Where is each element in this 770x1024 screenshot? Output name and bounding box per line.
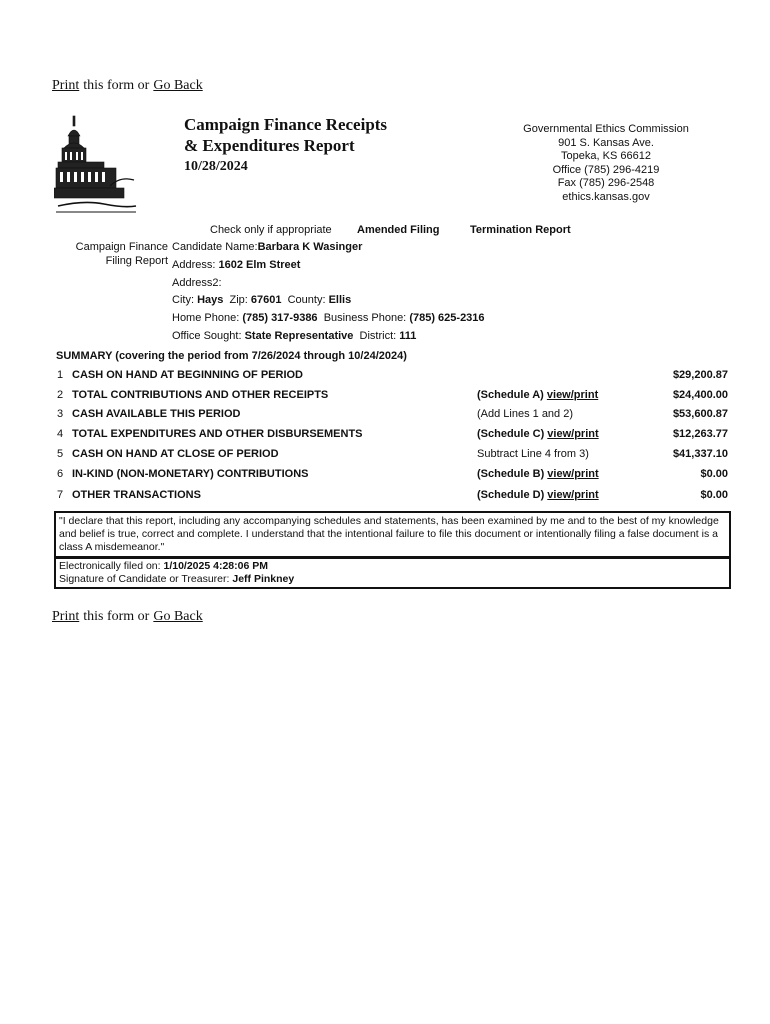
schedule-d-view-link[interactable]: view/print [547,489,599,501]
summary-row [0,369,770,387]
schedule-label: (Schedule B) [477,468,545,480]
line-number: 1 [57,369,64,381]
signature-label: Signature of Candidate or Treasurer: [59,573,230,585]
kansas-capitol-seal-icon [54,114,138,214]
candidate-name-row [172,241,362,253]
line-label: CASH ON HAND AT CLOSE OF PERIOD [72,448,279,460]
summary-row [0,408,770,426]
city-label: City: [172,294,194,306]
signature-row [59,573,726,586]
line-label: TOTAL CONTRIBUTIONS AND OTHER RECEIPTS [72,389,329,401]
report-date: 10/28/2024 [184,159,248,174]
summary-heading: SUMMARY (covering the period from 7/26/2024 through 10/24/2024) [56,350,407,362]
summary-row [0,468,770,486]
side-label-line1: Campaign Finance [75,241,168,253]
line-amount: $0.00 [700,489,728,501]
summary-row [0,489,770,507]
agency-address [500,123,712,204]
office-row [172,330,416,342]
schedule-a-view-link[interactable]: view/print [546,389,599,401]
nav-text: this form or [83,78,150,93]
agency-line: Topeka, KS 66612 [561,150,651,162]
line-label: TOTAL EXPENDITURES AND OTHER DISBURSEMENTS [72,428,363,440]
phone-row [172,312,485,324]
line-reference: (Add Lines 1 and 2) [477,408,574,420]
district-label: District: [359,330,397,342]
line-number: 6 [57,468,64,480]
business-phone-value: (785) 625-2316 [409,312,485,324]
summary-row [0,448,770,466]
report-title [184,114,387,177]
signature-value: Jeff Pinkney [232,573,295,585]
agency-line: Governmental Ethics Commission [523,123,689,135]
schedule-b-view-link[interactable]: view/print [547,468,599,480]
line-amount: $0.00 [700,468,728,480]
line-number: 2 [57,389,64,401]
city-row [172,294,351,306]
address-row [172,259,300,271]
schedule-label: (Schedule A) [477,389,544,401]
top-nav [52,78,203,94]
agency-line: ethics.kansas.gov [562,190,650,203]
district-value: 111 [399,330,417,342]
address-value: 1602 Elm Street [218,259,301,271]
summary-row [0,428,770,446]
filing-info-box [54,557,731,589]
line-number: 4 [57,428,64,440]
zip-label: Zip: [229,294,248,306]
print-link[interactable]: Print [52,78,80,93]
line-number: 5 [57,448,64,460]
address-label: Address: [172,259,216,271]
agency-line: Fax (785) 296-2548 [557,177,655,189]
line-reference [477,428,599,440]
side-label-line2: Filing Report [105,255,168,267]
home-phone-value: (785) 317-9386 [242,312,318,324]
line-reference [477,489,599,501]
county-label: County: [287,294,326,306]
line-reference [477,468,599,480]
home-phone-label: Home Phone: [172,312,240,324]
line-number: 3 [57,408,64,420]
bottom-nav [52,609,203,625]
line-number: 7 [57,489,64,501]
go-back-link[interactable]: Go Back [153,609,203,624]
agency-line: 901 S. Kansas Ave. [558,136,654,149]
line-amount: $53,600.87 [672,408,728,420]
candidate-name-label: Candidate Name: [172,241,258,253]
line-label: CASH AVAILABLE THIS PERIOD [72,408,241,420]
go-back-link[interactable]: Go Back [153,78,203,93]
schedule-label: (Schedule C) [477,428,545,440]
line-label: IN-KIND (NON-MONETARY) CONTRIBUTIONS [72,468,309,480]
county-value: Ellis [328,294,352,306]
schedule-c-view-link[interactable]: view/print [547,428,599,440]
filed-on-value: 1/10/2025 4:28:06 PM [163,560,268,572]
line-amount: $12,263.77 [672,428,728,440]
amended-filing-option[interactable]: Amended Filing [357,224,440,236]
declaration-box: "I declare that this report, including any accompanying schedules and statements, has been examined by me and to the best of my knowledge and belief is true, correct and complete. I understand that the intentional failure to file this document or intentionally filing a false document is a class A misdemeanor." [54,511,731,558]
city-value: Hays [197,294,224,306]
line-amount: $41,337.10 [672,448,728,460]
office-value: State Representative [244,330,354,342]
zip-value: 67601 [250,294,282,306]
address2-label: Address2: [172,277,222,289]
line-label: OTHER TRANSACTIONS [72,489,201,501]
report-title-line1: Campaign Finance Receipts [184,115,388,134]
line-reference: Subtract Line 4 from 3) [477,448,589,460]
nav-text: this form or [83,609,150,624]
agency-line: Office (785) 296-4219 [552,163,660,176]
filed-on-row [59,560,726,573]
print-link[interactable]: Print [52,609,80,624]
summary-row [0,389,770,407]
report-title-line2: & Expenditures Report [184,136,355,155]
address2-row [172,277,222,289]
line-label: CASH ON HAND AT BEGINNING OF PERIOD [72,369,304,381]
business-phone-label: Business Phone: [323,312,407,324]
filed-on-label: Electronically filed on: [59,560,161,572]
line-amount: $29,200.87 [672,369,728,381]
termination-report-option[interactable]: Termination Report [470,224,571,236]
line-amount: $24,400.00 [672,389,728,401]
office-label: Office Sought: [172,330,242,342]
line-reference [477,389,598,401]
check-label: Check only if appropriate [210,224,332,236]
candidate-name: Barbara K Wasinger [257,241,363,253]
schedule-label: (Schedule D) [477,489,545,501]
